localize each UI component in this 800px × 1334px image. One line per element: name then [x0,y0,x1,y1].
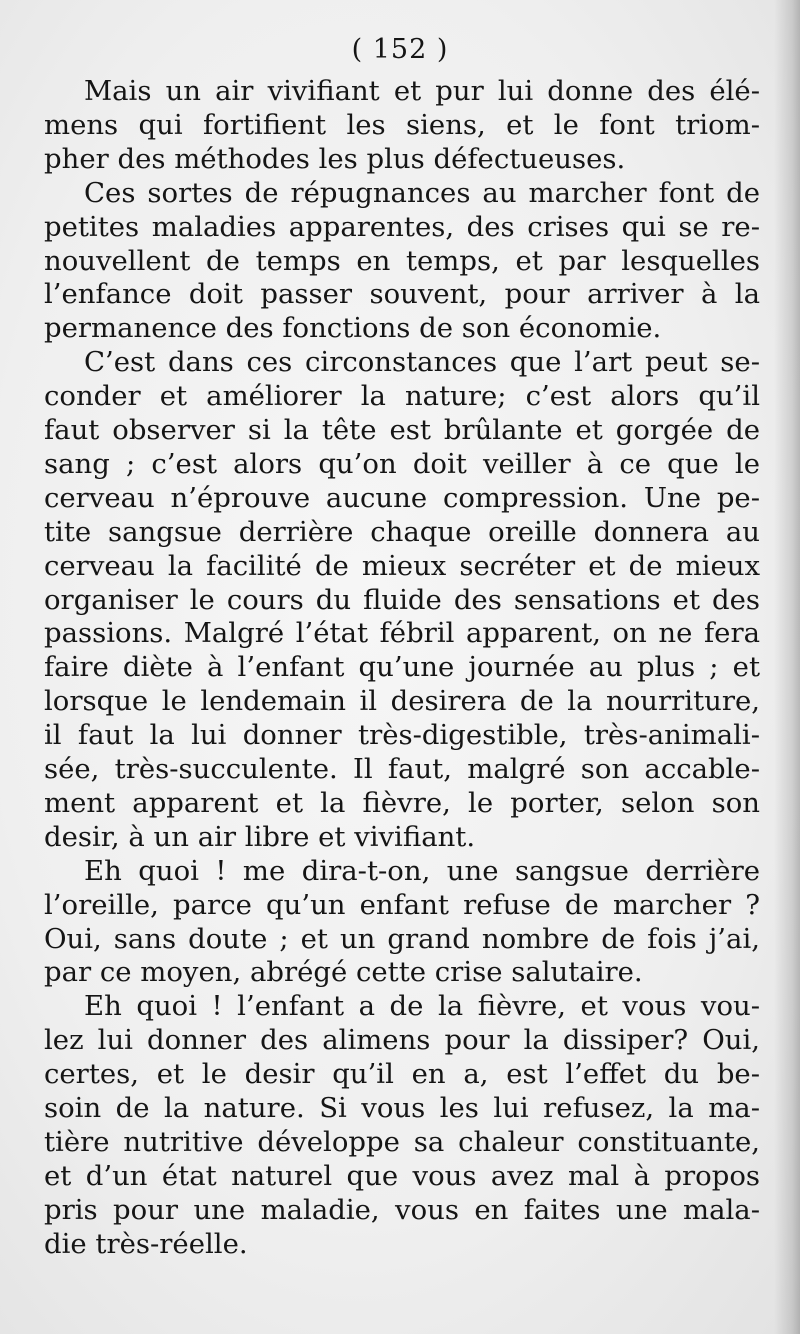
text-line: desir, à un air libre et vivifiant. [44,820,476,853]
text-line: par ce moyen, abrégé cette crise salutaire. [44,956,643,989]
text-line: sang ; c’est alors qu’on doit veiller à ce que le [44,447,760,480]
text-line: petites maladies apparentes, des crises qui se re- [44,210,760,243]
text-line: Mais un air vivifiant et pur lui donne des élé- [84,75,760,107]
text-line: cerveau la facilité de mieux secréter et de mieux [44,549,760,582]
text-line: faire diète à l’enfant qu’une journée au plus ; et [44,651,760,684]
text-line: sée, très-succulente. Il faut, malgré son accable- [44,753,760,785]
text-line: il faut la lui donner très-digestible, très-animali- [44,719,760,752]
text-line: mens qui fortifient les siens, et le font triom- [44,108,760,141]
text-line: et d’un état naturel que vous avez mal à propos [44,1159,760,1192]
text-line: nouvellent de temps en temps, et par lesquelles [44,244,760,277]
text-line: lez lui donner des alimens pour la dissiper? Oui, [44,1024,760,1057]
text-line: tière nutritive développe sa chaleur constituante, [44,1125,760,1158]
text-line: organiser le cours du fluide des sensations et des [44,583,760,616]
text-line: Eh quoi ! me dira-t-on, une sangsue derrière [84,854,760,887]
text-line: cerveau n’éprouve aucune compression. Une pe- [44,481,760,514]
text-line: faut observer si la tête est brûlante et gorgée de [44,414,760,446]
text-line: l’enfance doit passer souvent, pour arriver à la [44,278,760,311]
text-line: soin de la nature. Si vous les lui refusez, la ma- [44,1092,760,1124]
text-line: l’oreille, parce qu’un enfant refuse de marcher ? [44,888,760,921]
text-line: ment apparent et la fièvre, le porter, selon son [44,786,760,819]
text-line: Ces sortes de répugnances au marcher font de [84,176,760,209]
text-line: certes, et le desir qu’il en a, est l’effet du be- [44,1058,760,1091]
text-line: lorsque le lendemain il desirera de la nourriture, [44,685,760,718]
text-line: die très-réelle. [44,1227,248,1260]
text-line: Oui, sans doute ; et un grand nombre de fois j’ai, [44,922,760,955]
text-line: C’est dans ces circonstances que l’art peut se- [84,346,760,379]
text-line: conder et améliorer la nature; c’est alors qu’il [44,380,760,413]
text-line: pher des méthodes les plus défectueuses. [44,142,626,175]
text-line: pris pour une maladie, vous en faites une mala- [44,1193,760,1226]
text-line: Eh quoi ! l’enfant a de la fièvre, et vous vou- [84,990,760,1023]
text-line: permanence des fonctions de son économie. [44,312,662,345]
page-edge-shadow [774,0,800,1334]
text-line: tite sangsue derrière chaque oreille donnera au [44,515,760,548]
page-number: ( 152 ) [351,34,449,65]
text-line: passions. Malgré l’état fébril apparent, on ne fera [44,617,760,650]
